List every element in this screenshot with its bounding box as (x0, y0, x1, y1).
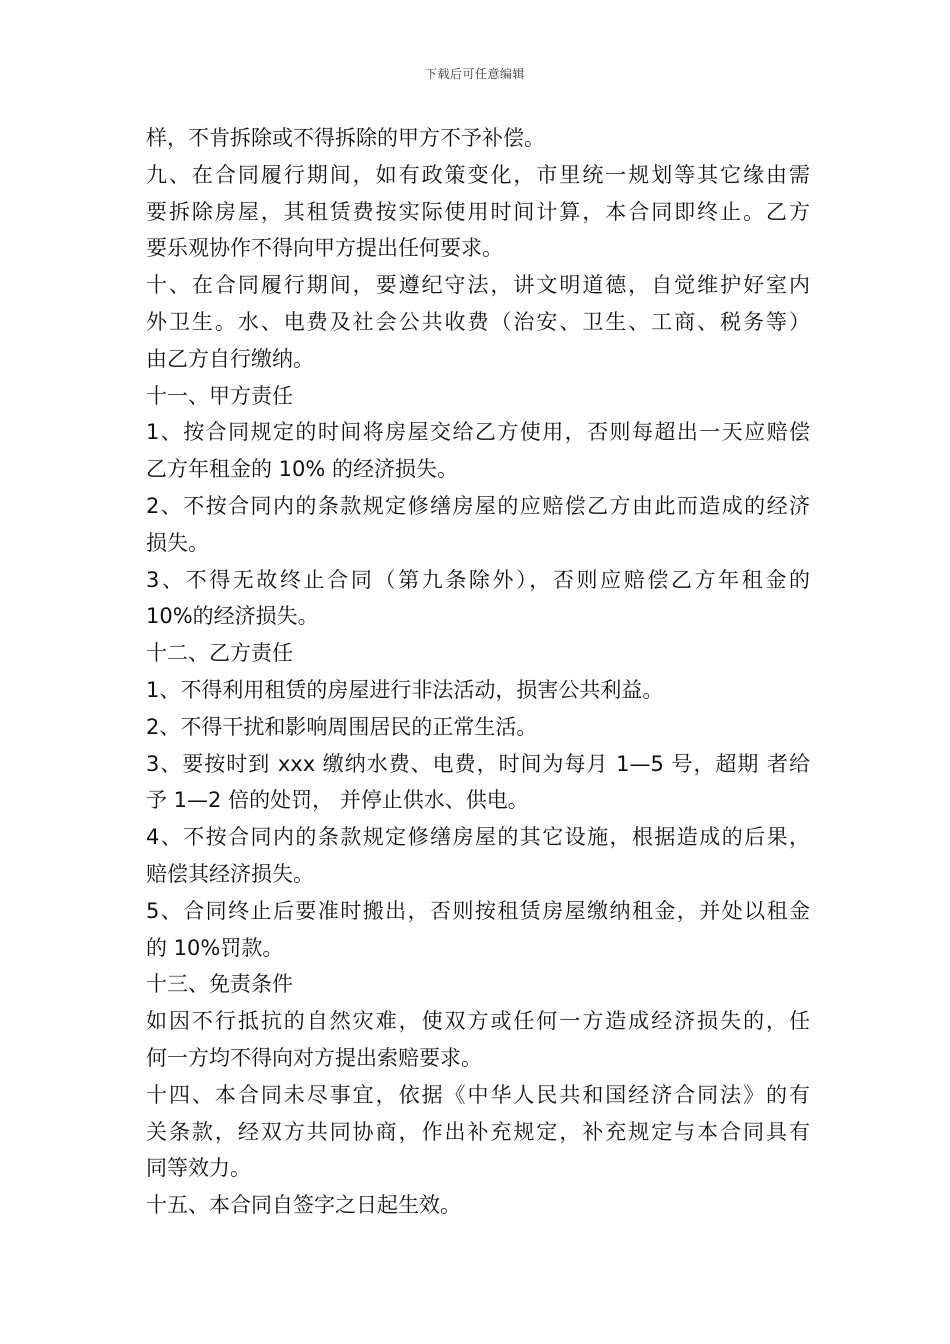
document-line: 5、合同终止后要准时搬出，否则按租赁房屋缴纳租金，并处以租金 (146, 898, 810, 923)
document-line: 十、在合同履行期间，要遵纪守法，讲文明道德，自觉维护好室内 (146, 273, 810, 298)
document-line: 同等效力。 (146, 1156, 251, 1181)
document-line: 予 1—2 倍的处罚， 并停止供水、供电。 (146, 788, 529, 813)
document-line: 赔偿其经济损失。 (146, 861, 314, 886)
document-line: 十二、乙方责任 (146, 641, 293, 666)
document-line: 乙方年租金的 10% 的经济损失。 (146, 457, 459, 482)
document-line: 的 10%罚款。 (146, 935, 284, 960)
document-line: 3、不得无故终止合同（第九条除外），否则应赔偿乙方年租金的 (146, 567, 810, 592)
document-line: 十一、甲方责任 (146, 383, 293, 408)
document-body (146, 120, 810, 1224)
document-line: 损失。 (146, 530, 209, 555)
document-line: 如因不行抵抗的自然灾难，使双方或任何一方造成经济损失的，任 (146, 1009, 810, 1034)
document-line: 何一方均不得向对方提出索赔要求。 (146, 1045, 482, 1070)
document-line: 4、不按合同内的条款规定修缮房屋的其它设施，根据造成的后果， (146, 825, 810, 850)
document-line: 2、不按合同内的条款规定修缮房屋的应赔偿乙方由此而造成的经济 (146, 493, 810, 518)
document-line: 10%的经济损失。 (146, 604, 319, 629)
document-line: 1、按合同规定的时间将房屋交给乙方使用，否则每超出一天应赔偿 (146, 420, 810, 445)
document-line: 九、在合同履行期间，如有政策变化，市里统一规划等其它缘由需 (146, 162, 810, 187)
document-line: 1、不得利用租赁的房屋进行非法活动，损害公共利益。 (146, 677, 664, 702)
document-line: 样，不肯拆除或不得拆除的甲方不予补偿。 (146, 126, 545, 150)
document-line: 由乙方自行缴纳。 (146, 346, 314, 371)
document-line: 要乐观协作不得向甲方提出任何要求。 (146, 236, 503, 261)
document-line: 十五、本合同自签字之日起生效。 (146, 1193, 461, 1218)
document-line: 外卫生。水、电费及社会公共收费（治安、卫生、工商、税务等） (146, 309, 810, 334)
document-line: 要拆除房屋，其租赁费按实际使用时间计算，本合同即终止。乙方 (146, 199, 810, 224)
document-line: 3、要按时到 xxx 缴纳水费、电费，时间为每月 1—5 号，超期 者给 (146, 751, 810, 776)
document-line: 2、不得干扰和影响周围居民的正常生活。 (146, 714, 538, 739)
document-line: 十三、免责条件 (146, 972, 293, 997)
document-line: 十四、本合同未尽事宜，依据《中华人民共和国经济合同法》的有 (146, 1082, 810, 1107)
document-line: 关条款，经双方共同协商，作出补充规定，补充规定与本合同具有 (146, 1119, 810, 1144)
page-header: 下载后可任意编辑 (424, 67, 525, 81)
